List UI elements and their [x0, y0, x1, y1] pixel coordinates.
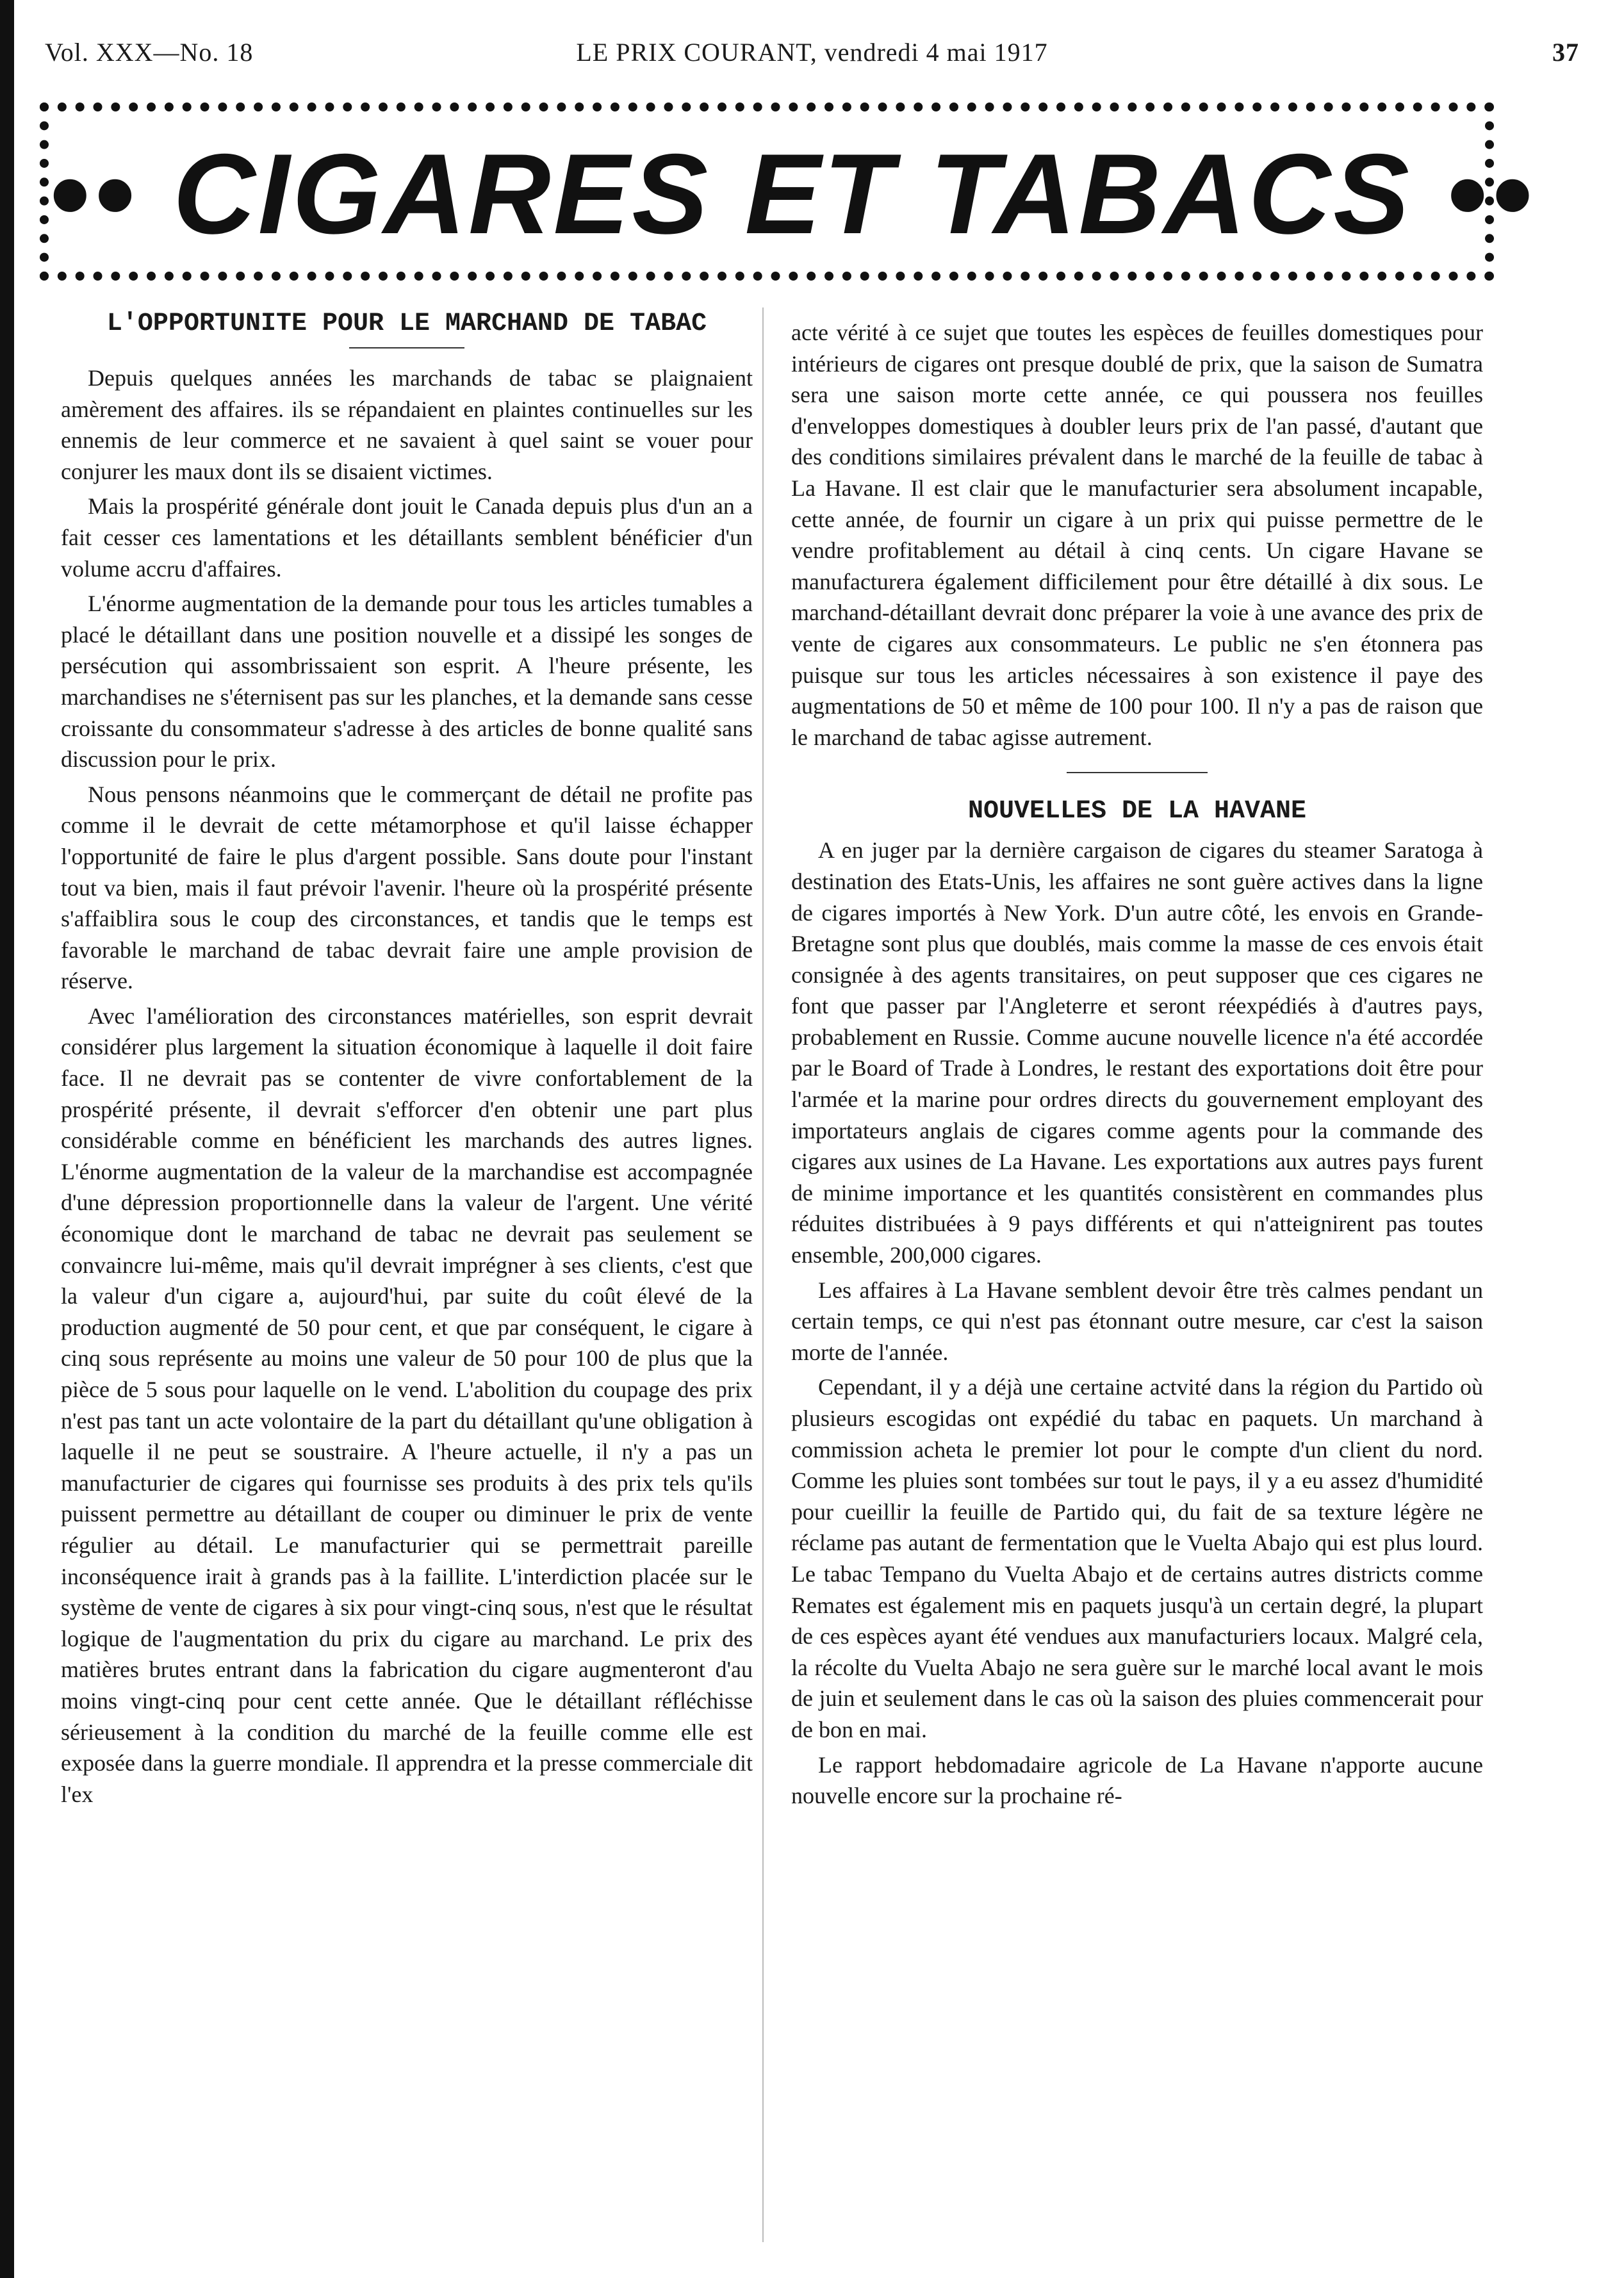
running-head: [45, 37, 1579, 76]
banner-dots-right: ••: [1446, 130, 1537, 258]
article-paragraph: Depuis quelques années les marchands de tabac se plaignaient amèrement des affaires. ils se répandaient en plaintes continuelles sur les ennemis de leur commerce et ne savaient à quel saint se vouer pour conjurer les maux dont ils se disaient victimes.: [61, 365, 753, 484]
section-banner: [40, 102, 1537, 281]
article-paragraph: Avec l'amélioration des circonstances matérielles, son esprit devrait considérer plus largement la situation économique à laquelle il doit faire face. Il ne devrait pas se contenter de vivre confortablement de la prospérité présente, il devrait s'efforcer d'en obtenir une part plus considérable comme en bénéficient les marchands des autres lignes. L'énorme augmentation de la valeur de la marchandise est accompagnée d'une dépression proportionnelle dans la valeur de l'argent. Une vérité économique dont le marchand de tabac ne devrait pas seulement se convaincre lui-même, mais qu'il devrait imprégner à ses clients, c'est que la valeur d'un cigare a, aujourd'hui, par suite du coût élevé de la production augmenté de 50 pour cent, et que par conséquent, le cigare à cinq sous représente au moins une valeur de 50 pour 100 de plus que la pièce de 5 sous pour laquelle on le vend. L'abolition du coupage des prix n'est pas tant un acte volontaire de la part du détaillant qu'une obligation à laquelle il ne peut se soustraire. A l'heure actuelle, il n'y a pas un manufacturier de cigares qui fournisse ses produits à des prix tels qu'ils puissent permettre au détaillant de couper ou diminuer le prix de vente régulier au détail. Le manufacturier qui se permettrait pareille inconséquence irait à grands pas à la faillite. L'interdiction placée sur le système de vente de cigares à six pour vingt-cinq sous, n'est que le résultat logique de l'augmentation du prix du cigare au marchand. Le prix des matières brutes entrant dans la fabrication du cigare augmenteront d'au moins vingt-cinq pour cent cette année. Que le détaillant réfléchisse sérieusement à la condition du marché de la feuille comme elle est exposée dans la guerre mondiale. Il apprendra et la presse commerciale dit l'ex: [61, 1003, 753, 1807]
page-number: 37: [1552, 38, 1579, 67]
section-title: [49, 130, 1537, 258]
binding-edge: [0, 0, 14, 2278]
section-rule: [1067, 772, 1208, 773]
publication-date-line: LE PRIX COURANT, vendredi 4 mai 1917: [576, 38, 1048, 67]
article-paragraph: L'énorme augmentation de la demande pour tous les articles tumables a placé le détaillant dans une position nouvelle et a dissipé les songes de persécution qui assombrissaient son esprit. A l'heure présente, les marchandises ne s'éternisent pas sur les planches, et la demande sans cesse croissante du consommateur s'adresse à des articles de bonne qualité sans discussion pour le prix.: [61, 591, 753, 773]
article-paragraph: Mais la prospérité générale dont jouit le Canada depuis plus d'un an a fait cesser ces lamentations et les détaillants semblent bénéficier d'un volume accru d'affaires.: [61, 493, 753, 582]
article-paragraph: Le rapport hebdomadaire agricole de La Havane n'apporte aucune nouvelle encore sur la prochaine ré-: [791, 1751, 1483, 1809]
article-paragraph: Cependant, il y a déjà une certaine actvité dans la région du Partido où plusieurs escogidas ont expédié du tabac en paquets. Un marchand à commission acheta le premier lot pour le compte d'un client du nord. Comme les pluies sont tombées sur tout le pays, il y a eu assez d'humidité pour cueillir la feuille de Partido qui, du fait de sa texture légère ne réclame pas autant de fermentation que le Vuelta Abajo qui est plus lourd. Le tabac Tempano du Vuelta Abajo et de certains autres districts comme Remates est également mis en paquets jusqu'à un certain degré, la plupart de ces espèces ayant été vendues aux manufacturiers locaux. Malgré cela, la récolte du Vuelta Abajo ne sera guère sur le marché local avant le mois de juin et seulement dans le cas où la saison des pluies commencerait pour de bon en mai.: [791, 1374, 1483, 1742]
article-paragraph: Les affaires à La Havane semblent devoir être très calmes pendant un certain temps, ce qui n'est pas étonnant outre mesure, car c'est la saison morte de l'année.: [791, 1277, 1483, 1365]
volume-number: Vol. XXX—No. 18: [45, 38, 254, 67]
banner-dots-left: ••: [49, 130, 139, 258]
left-column: [61, 307, 753, 1814]
article-paragraph-continued: acte vérité à ce sujet que toutes les espèces de feuilles domestiques pour intérieurs de cigares ont presque doublé de prix, que la saison de Sumatra sera une saison morte cette année, ce qui poussera nos feuilles d'enveloppes domestiques à doubler leurs prix de l'an passé, d'autant que des conditions similaires prévalent dans le marché de la feuille de tabac à La Havane. Il est clair que le manufacturier sera absolument incapable, cette année, de fournir un cigare à un prix qui puisse permettre de le vendre profitablement au détail à cinq cents. Un cigare Havane se manufacturera également difficilement pour être détaillé à dix sous. Le marchand-détaillant devrait donc préparer la voie à une avance des prix de vente de cigares aux consommateurs. Le public ne s'en étonnera pas puisque sur tous les articles nécessaires à son existence il paye des augmentations de 50 et même de 100 pour 100. Il n'y a pas de raison que le marchand de tabac agisse autrement.: [791, 320, 1483, 750]
column-divider: [762, 307, 764, 2242]
article-paragraph: A en juger par la dernière cargaison de cigares du steamer Saratoga à destination des Etats-Unis, les affaires ne sont guère actives dans la ligne de cigares importés à New York. D'un autre côté, les envois en Grande-Bretagne sont plus que doublés, mais comme la masse de ces envois était consignée à des agents transitaires, on peut supposer que ces cigares ne font que passer par l'Angleterre et seront réexpédiés à d'autres pays, probablement en Russie. Comme aucune nouvelle licence n'a été accordée par le Board of Trade à Londres, le restant des exportations doit être pour l'armée et la marine pour ordres directs du gouvernement employant des importateurs anglais de cigares comme agents pour la commande des cigares aux usines de La Havane. Les exportations aux autres pays furent de minime importance et les quantités consistèrent en commandes plus réduites distribuées à 9 pays différents et qui n'atteignirent pas toutes ensemble, 200,000 cigares.: [791, 837, 1483, 1268]
right-column: [791, 317, 1483, 1815]
article-headline: NOUVELLES DE LA HAVANE: [967, 797, 1307, 826]
headline-rule: [349, 347, 464, 348]
article-headline: L'OPPORTUNITE POUR LE MARCHAND DE TABAC: [106, 309, 707, 338]
article-paragraph: Nous pensons néanmoins que le commerçant de détail ne profite pas comme il le devrait de cette métamorphose et qu'il laisse échapper l'opportunité de faire le plus d'argent possible. Sans doute pour l'instant tout va bien, mais il faut prévoir l'avenir. l'heure où la prospérité présente s'affaiblira sous le coup des circonstances, et tandis que le temps est favorable le marchand de tabac devrait faire une ample provision de réserve.: [61, 781, 753, 994]
section-title-text: CIGARES ET TABACS: [173, 130, 1412, 258]
